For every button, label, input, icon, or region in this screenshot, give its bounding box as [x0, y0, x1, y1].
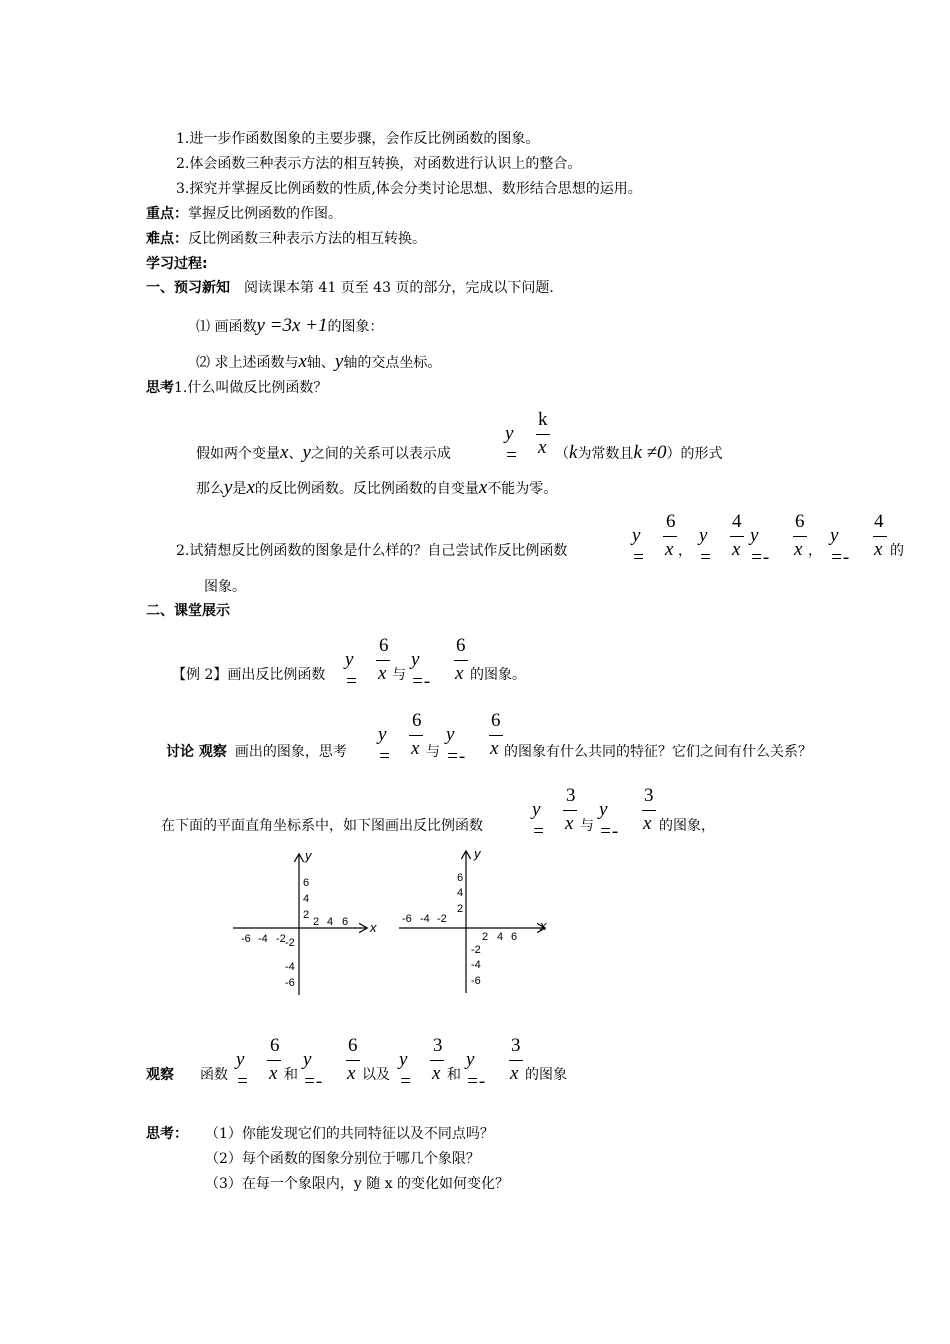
- think1-q2-line2: 图象。: [204, 579, 246, 595]
- observe-and2: 以及: [362, 1067, 390, 1083]
- left-y-axis-label: y: [305, 848, 312, 863]
- think2-label: 思考：: [146, 1126, 188, 1142]
- tick-label: 4: [497, 931, 504, 943]
- tick-label: 2: [313, 916, 320, 928]
- think2-q3: （3）在每一个象限内，y 随 x 的变化如何变化？: [205, 1176, 510, 1192]
- objective-1: 1.进一步作函数图象的主要步骤，会作反比例函数的图象。: [176, 131, 540, 147]
- comma: ，: [678, 543, 692, 559]
- observe-and1: 和: [284, 1067, 298, 1083]
- left-x-axis-label: x: [370, 920, 377, 935]
- right-x-axis-label: x: [540, 918, 547, 933]
- tick-label: 2: [303, 909, 310, 921]
- tick-label: 6: [303, 877, 310, 889]
- tick-label: 4: [457, 887, 464, 899]
- objective-2: 2.体会函数三种表示方法的相互转换，对函数进行认识上的整合。: [176, 156, 582, 172]
- tick-label: 4: [327, 916, 334, 928]
- tick-label: -4: [471, 959, 481, 971]
- coord-text: 在下面的平面直角坐标系中，如下图画出反比例函数: [161, 818, 483, 834]
- tick-label: -6: [285, 977, 295, 989]
- tick-label: -2: [471, 944, 481, 956]
- tick-label: -2: [285, 937, 295, 949]
- discuss-and: 与: [426, 744, 440, 760]
- example2-text: 【例 2】画出反比例函数: [172, 667, 326, 683]
- tick-label: -6: [471, 975, 481, 987]
- tick-label: 6: [342, 916, 349, 928]
- section2-title: 二、课堂展示: [146, 603, 230, 619]
- think1-question: 思考1.什么叫做反比例函数？: [146, 380, 328, 396]
- coord-and: 与: [580, 818, 594, 834]
- difficulty: 难点：反比例函数三种表示方法的相互转换。: [146, 231, 426, 247]
- process-title: 学习过程:: [146, 256, 208, 272]
- think1-q2: 2.试猜想反比例函数的图象是什么样的？自己尝试作反比例函数: [176, 543, 568, 559]
- tick-label: -2: [437, 913, 447, 925]
- coord-suffix: 的图象，: [659, 818, 715, 834]
- left-coordinate-system: [233, 848, 377, 995]
- definition-line1b: （k为常数且k ≠0）的形式: [555, 442, 723, 463]
- section1-q1: ⑴ 画函数y =3x +1的图象：: [196, 315, 384, 336]
- definition-line2: 那么y是x的反比例函数。反比例函数的自变量x不能为零。: [196, 477, 558, 498]
- example-suffix: 的图象。: [470, 667, 526, 683]
- definition-line1a: 假如两个变量x、y之间的关系可以表示成: [196, 442, 451, 463]
- tick-label: 2: [482, 931, 489, 943]
- tick-label: 6: [511, 931, 518, 943]
- observe-line: 观察 函数: [146, 1067, 228, 1083]
- comma: ，: [808, 543, 822, 559]
- observe-and3: 和: [447, 1067, 461, 1083]
- discuss-line: 讨论 观察 画出的图象，思考: [166, 744, 347, 760]
- q2-end: 的: [890, 543, 904, 559]
- right-y-axis-label: y: [474, 846, 481, 861]
- tick-label: 6: [457, 872, 464, 884]
- observe-suffix: 的图象: [525, 1067, 567, 1083]
- section1-q2: ⑵ 求上述函数与x轴、y轴的交点坐标。: [196, 351, 442, 372]
- tick-label: -4: [420, 913, 430, 925]
- discuss-suffix: 的图象有什么共同的特征？它们之间有什么关系？: [504, 744, 812, 760]
- right-coordinate-system: [399, 846, 547, 993]
- think2-q2: （2）每个函数的图象分别位于哪几个象限？: [205, 1151, 480, 1167]
- section1-heading: 一、预习新知 阅读课本第 41 页至 43 页的部分，完成以下问题.: [146, 280, 554, 296]
- objective-3: 3.探究并掌握反比例函数的性质,体会分类讨论思想、数形结合思想的运用。: [176, 181, 642, 197]
- tick-label: -6: [241, 933, 251, 945]
- tick-label: -4: [285, 961, 295, 973]
- tick-label: 4: [303, 893, 310, 905]
- example-and: 与: [392, 667, 406, 683]
- key-point: 重点：掌握反比例函数的作图。: [146, 206, 342, 222]
- tick-label: -2: [276, 933, 286, 945]
- think2-q1: （1）你能发现它们的共同特征以及不同点吗？: [205, 1126, 494, 1142]
- tick-label: -4: [258, 933, 268, 945]
- tick-label: 2: [457, 903, 464, 915]
- tick-label: -6: [402, 913, 412, 925]
